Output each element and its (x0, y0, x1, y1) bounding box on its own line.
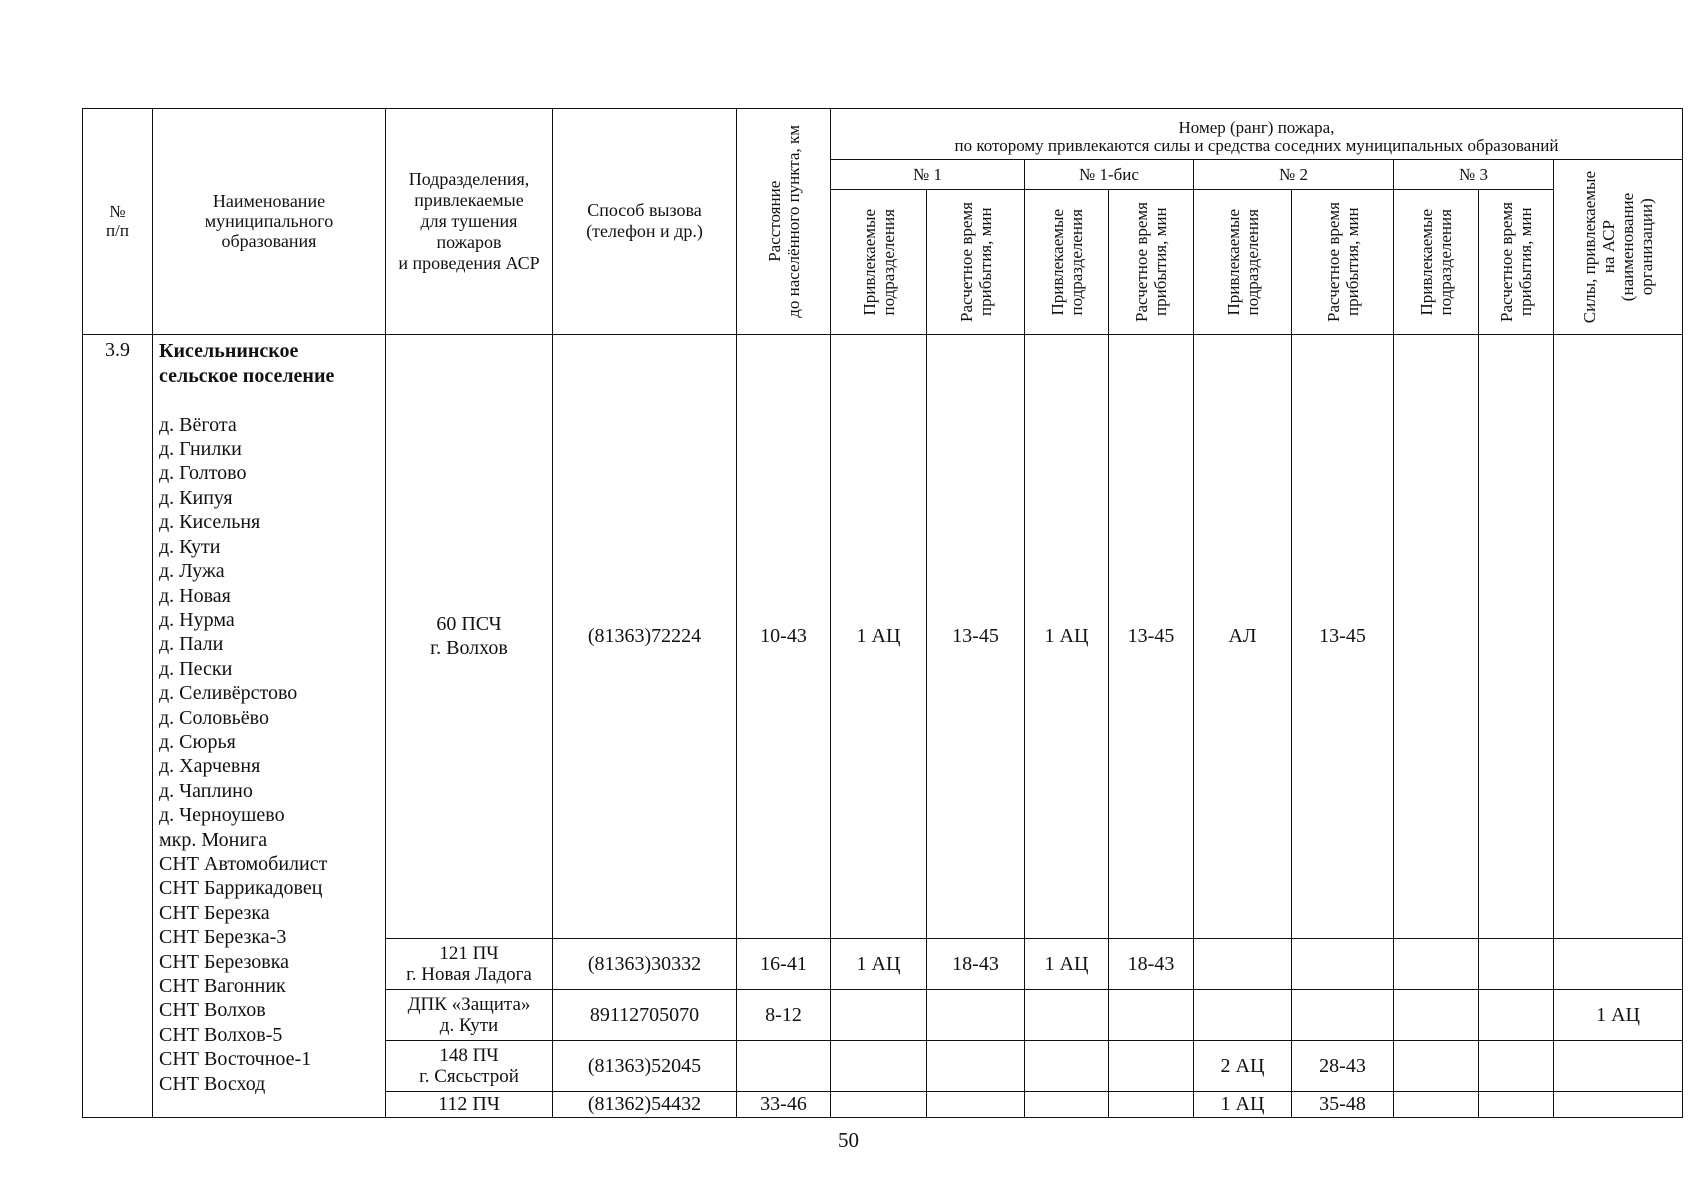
header-r3-units-text: Привлекаемые подразделения (1417, 208, 1455, 316)
unit-phone-text: (81363)30332 (587, 953, 702, 976)
list-item: д. Лужа (159, 560, 225, 583)
r1-units (831, 1091, 927, 1117)
unit-phone (553, 334, 737, 938)
r1b-units (1025, 938, 1109, 990)
unit-name-text: 148 ПЧ г. Сясьстрой (419, 1044, 519, 1087)
r1-time-text: 13-45 (952, 625, 999, 648)
r3-time (1479, 990, 1554, 1041)
table-row (83, 334, 1683, 938)
header-rank-group-text: Номер (ранг) пожара, по которому привлекаются силы и средства соседних муниципальных образований (954, 117, 1559, 155)
header-mo-name (153, 109, 386, 335)
r1-time (927, 938, 1025, 990)
list-item: д. Голтово (159, 462, 247, 485)
header-rank-1bis-text: № 1-бис (1079, 164, 1139, 184)
header-distance (737, 109, 831, 335)
list-item: д. Гнилки (159, 438, 242, 461)
r1-time (927, 1041, 1025, 1092)
row-number-text: 3.9 (105, 338, 130, 361)
list-item: СНТ Восход (159, 1072, 266, 1095)
r2-units (1194, 334, 1292, 938)
header-r1b-time-text: Расчетное время прибытия, мин (1132, 201, 1170, 322)
unit-distance-text: 10-43 (760, 625, 807, 648)
page-number: 50 (838, 1128, 859, 1152)
unit-name (386, 990, 553, 1041)
r1b-time (1109, 938, 1194, 990)
unit-distance-text: 16-41 (760, 953, 807, 976)
unit-phone-text: 89112705070 (589, 1004, 700, 1027)
unit-distance (737, 938, 831, 990)
r1-units-text: 1 АЦ (856, 625, 901, 648)
list-item: д. Селивёрстово (159, 682, 298, 705)
unit-distance (737, 1091, 831, 1117)
header-units (386, 109, 553, 335)
row-number (83, 334, 153, 1117)
list-item: д. Черноушево (159, 804, 285, 827)
unit-name-text: ДПК «Защита» д. Кути (407, 994, 531, 1037)
r1b-units (1025, 1091, 1109, 1117)
r3-time (1479, 334, 1554, 938)
header-mo-name-text: Наименование муниципального образования (204, 191, 334, 252)
r1-time (927, 990, 1025, 1041)
r1b-time (1109, 1091, 1194, 1117)
r3-time (1479, 1091, 1554, 1117)
header-units-text: Подразделения, привлекаемые для тушения пожаров и проведения АСР (398, 168, 540, 273)
municipality-cell (153, 334, 386, 1117)
r1-units-text: 1 АЦ (856, 953, 901, 976)
r1-units (831, 938, 927, 990)
settlement-list (159, 413, 379, 1096)
header-r3-time-text: Расчетное время прибытия, мин (1497, 201, 1535, 322)
list-item: СНТ Березка-3 (159, 926, 287, 949)
header-rank-3 (1394, 159, 1554, 189)
r3-units (1394, 334, 1479, 938)
header-num (83, 109, 153, 335)
r2-units (1194, 1041, 1292, 1092)
unit-phone (553, 938, 737, 990)
r3-time (1479, 1041, 1554, 1092)
list-item: д. Харчевня (159, 755, 261, 778)
list-item: д. Кути (159, 535, 221, 558)
unit-name-text: 112 ПЧ (438, 1093, 500, 1116)
r2-units-text: АЛ (1228, 625, 1257, 648)
r1b-units-text: 1 АЦ (1044, 953, 1089, 976)
list-item: СНТ Березка (159, 901, 270, 924)
list-item: СНТ Восточное-1 (159, 1048, 312, 1071)
r1b-time (1109, 334, 1194, 938)
r1b-time (1109, 1041, 1194, 1092)
r2-time (1292, 1041, 1394, 1092)
r1b-time (1109, 990, 1194, 1041)
unit-phone (553, 1091, 737, 1117)
r2-units-text: 2 АЦ (1220, 1054, 1265, 1077)
list-item: д. Пески (159, 657, 233, 680)
header-rank-group (831, 109, 1683, 160)
list-item: д. Чаплино (159, 779, 253, 802)
header-asr-forces-text: Силы, привлекаемые на АСР (наименование организации) (1580, 170, 1656, 323)
r1-time (927, 334, 1025, 938)
list-item: д. Пали (159, 633, 224, 656)
asr-forces-text: 1 АЦ (1596, 1004, 1640, 1027)
header-r1b-units-text: Привлекаемые подразделения (1047, 208, 1086, 316)
list-item: д. Сюрья (159, 730, 236, 753)
r1-time-text: 18-43 (952, 953, 999, 976)
r1b-units-text: 1 АЦ (1044, 625, 1089, 648)
list-item: д. Нурма (159, 608, 235, 631)
r1-units (831, 1041, 927, 1092)
list-item: СНТ Баррикадовец (159, 877, 323, 900)
r3-time (1479, 938, 1554, 990)
header-num-text: № п/п (106, 202, 129, 241)
header-r2-time-text: Расчетное время прибытия, мин (1323, 201, 1362, 322)
header-r1b-units (1025, 189, 1109, 334)
r2-time-text: 13-45 (1319, 625, 1366, 648)
list-item: д. Кипуя (159, 486, 233, 509)
unit-distance (737, 1041, 831, 1092)
r2-units (1194, 1091, 1292, 1117)
header-rank-1-text: № 1 (913, 164, 942, 184)
unit-name-text: 60 ПСЧ г. Волхов (430, 613, 508, 660)
header-rank-1bis (1025, 159, 1194, 189)
header-r1-time-text: Расчетное время прибытия, мин (956, 201, 995, 322)
unit-phone (553, 1041, 737, 1092)
r1b-units (1025, 1041, 1109, 1092)
r2-time-text: 28-43 (1319, 1054, 1366, 1077)
list-item: СНТ Волхов-5 (159, 1023, 283, 1046)
r3-units (1394, 1041, 1479, 1092)
r1b-time-text: 13-45 (1127, 625, 1175, 648)
list-item: СНТ Березовка (159, 950, 289, 973)
header-r1b-time (1109, 189, 1194, 334)
r1b-time-text: 18-43 (1127, 953, 1175, 976)
asr-forces (1554, 938, 1683, 990)
list-item: СНТ Автомобилист (159, 852, 328, 875)
r2-time (1292, 938, 1394, 990)
unit-phone-text: (81363)72224 (587, 625, 702, 648)
header-r2-units (1194, 189, 1292, 334)
list-item: д. Новая (159, 584, 231, 607)
header-distance-text: Расстояние до населённого пункта, км (764, 124, 803, 318)
r2-time (1292, 990, 1394, 1041)
r2-time-text: 35-48 (1319, 1093, 1366, 1116)
list-item: д. Соловьёво (159, 706, 269, 729)
unit-distance-text: 8-12 (765, 1004, 802, 1027)
header-r3-units (1394, 189, 1479, 334)
list-item: СНТ Вагонник (159, 975, 286, 998)
list-item: д. Кисельня (159, 511, 261, 534)
r2-units (1194, 990, 1292, 1041)
r3-units (1394, 990, 1479, 1041)
r2-time (1292, 334, 1394, 938)
header-r2-time (1292, 189, 1394, 334)
header-r1-units (831, 189, 927, 334)
unit-phone (553, 990, 737, 1041)
header-r2-units-text: Привлекаемые подразделения (1223, 208, 1262, 316)
r1b-units (1025, 334, 1109, 938)
header-r1-time (927, 189, 1025, 334)
asr-forces (1554, 1091, 1683, 1117)
asr-forces (1554, 1041, 1683, 1092)
asr-forces (1554, 334, 1683, 938)
header-r3-time (1479, 189, 1554, 334)
header-rank-2 (1194, 159, 1394, 189)
header-call-method-text: Способ вызова (телефон и др.) (586, 200, 703, 242)
list-item: СНТ Волхов (159, 999, 266, 1022)
unit-name (386, 938, 553, 990)
r1-time (927, 1091, 1025, 1117)
unit-distance (737, 334, 831, 938)
unit-name (386, 1041, 553, 1092)
r1b-units (1025, 990, 1109, 1041)
municipality-title: Кисельнинское сельское поселение (159, 339, 335, 387)
unit-phone-text: (81363)52045 (587, 1054, 702, 1077)
list-item: д. Вёгота (159, 413, 237, 436)
unit-distance-text: 33-46 (760, 1093, 807, 1116)
r3-units (1394, 938, 1479, 990)
header-r1-units-text: Привлекаемые подразделения (859, 208, 898, 316)
header-rank-1 (831, 159, 1025, 189)
r1-units (831, 334, 927, 938)
header-rank-2-text: № 2 (1279, 164, 1308, 184)
list-item: мкр. Монига (159, 828, 268, 851)
unit-name-text: 121 ПЧ г. Новая Ладога (406, 943, 532, 986)
r2-time (1292, 1091, 1394, 1117)
r2-units (1194, 938, 1292, 990)
header-call-method (553, 109, 737, 335)
r1-units (831, 990, 927, 1041)
r2-units-text: 1 АЦ (1220, 1093, 1265, 1116)
fire-forces-table (82, 108, 1683, 1118)
unit-distance (737, 990, 831, 1041)
unit-phone-text: (81362)54432 (587, 1093, 702, 1116)
asr-forces (1554, 990, 1683, 1041)
r3-units (1394, 1091, 1479, 1117)
header-asr-forces (1554, 159, 1683, 334)
unit-name (386, 334, 553, 938)
unit-name (386, 1091, 553, 1117)
header-rank-3-text: № 3 (1459, 164, 1488, 184)
